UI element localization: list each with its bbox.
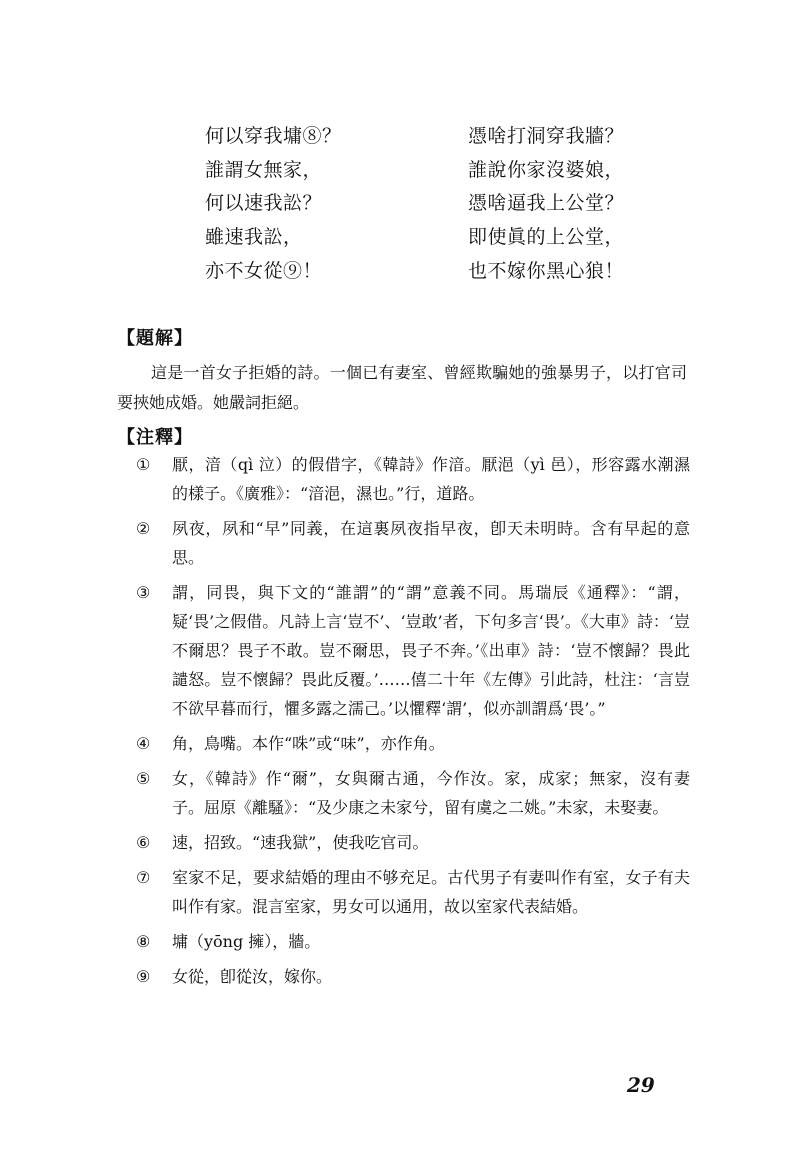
note-marker: ⑨ xyxy=(136,967,151,986)
poem-original-line: 何以穿我墉⑧？ xyxy=(205,125,342,147)
note-item xyxy=(130,578,690,723)
note-item xyxy=(130,863,690,921)
notes-list xyxy=(130,450,690,997)
poem-original-line: 誰謂女無家， xyxy=(205,158,323,181)
note-text: 速，招致。“速我獄”，使我吃官司。 xyxy=(172,833,429,852)
poem-original-line: 雖速我訟， xyxy=(205,226,303,249)
note-text: 謂，同畏，與下文的“誰謂”的“謂”意義不同。馬瑞辰《通釋》：“謂，疑‘畏’之假借。凡詩上言‘豈不’、‘豈敢’者，下句多言‘畏’。《大車》詩：‘豈不爾思？畏子不敢。豈不爾思，畏子不奔。’《出車》詩：‘豈不懷歸？畏此譴怒。豈不懷歸？畏此反覆。’……僖二十年《左傳》引此詩，杜注：‘言豈不欲早暮而行，懼多露之濡己。’以懼釋‘謂’，似亦訓謂爲‘畏’。” xyxy=(172,583,690,718)
intro-paragraph: 這是一首女子拒婚的詩。一個已有妻室、曾經欺騙她的強暴男子，以打官司要挾她成婚。她嚴詞拒絕。 xyxy=(117,363,687,412)
poem-translation-line: 憑啥打洞穿我牆？ xyxy=(468,125,625,147)
note-item xyxy=(130,927,690,956)
poem-original-line: 何以速我訟？ xyxy=(205,192,323,215)
note-text: 厭，湆（qì 泣）的假借字，《韓詩》作湆。厭浥（yì 邑），形容露水潮濕的樣子。《廣雅》：“湆浥，濕也。”行，道路。 xyxy=(172,455,690,503)
note-marker: ④ xyxy=(136,734,151,753)
note-text: 女，《韓詩》作“爾”，女與爾古通，今作汝。家，成家；無家，沒有妻子。屈原《離騷》：“及少康之未家兮，留有虞之二姚。”未家，未娶妻。 xyxy=(172,769,690,817)
intro-heading: 【題解】 xyxy=(117,328,193,349)
poem-translation-line: 誰說你家沒婆娘， xyxy=(468,158,625,181)
note-marker: ③ xyxy=(136,583,151,602)
note-marker: ⑧ xyxy=(136,932,151,951)
note-marker: ⑥ xyxy=(136,833,151,852)
note-text: 角，鳥嘴。本作“咮”或“味”，亦作角。 xyxy=(172,734,445,753)
poem-translation-line: 即使眞的上公堂， xyxy=(468,226,625,249)
poem-translation-column xyxy=(468,120,624,288)
poem-translation-line: 也不嫁你黑心狼！ xyxy=(468,259,625,282)
note-item xyxy=(130,729,690,758)
note-marker: ② xyxy=(136,519,151,538)
note-text: 女從，卽從汝，嫁你。 xyxy=(172,967,333,986)
note-marker: ① xyxy=(136,455,151,474)
note-text: 墉（yōng 擁），牆。 xyxy=(172,932,321,951)
poem-original-line: 亦不女從⑨！ xyxy=(205,259,323,282)
note-item xyxy=(130,764,690,822)
note-item xyxy=(130,450,690,508)
note-item xyxy=(130,514,690,572)
note-text: 夙夜，夙和“早”同義，在這裏夙夜指早夜，卽天未明時。含有早起的意思。 xyxy=(172,519,690,567)
note-item xyxy=(130,828,690,857)
note-marker: ⑤ xyxy=(136,769,151,788)
poem xyxy=(0,120,800,300)
note-item xyxy=(130,962,690,991)
poem-original-column xyxy=(205,120,342,288)
page-number: 29 xyxy=(627,1073,655,1097)
note-text: 室家不足，要求結婚的理由不够充足。古代男子有妻叫作有室，女子有夫叫作有家。混言室家，男女可以通用，故以室家代表結婚。 xyxy=(172,868,690,916)
poem-translation-line: 憑啥逼我上公堂？ xyxy=(468,192,625,215)
notes-heading: 【注釋】 xyxy=(117,427,193,448)
note-marker: ⑦ xyxy=(136,868,151,887)
